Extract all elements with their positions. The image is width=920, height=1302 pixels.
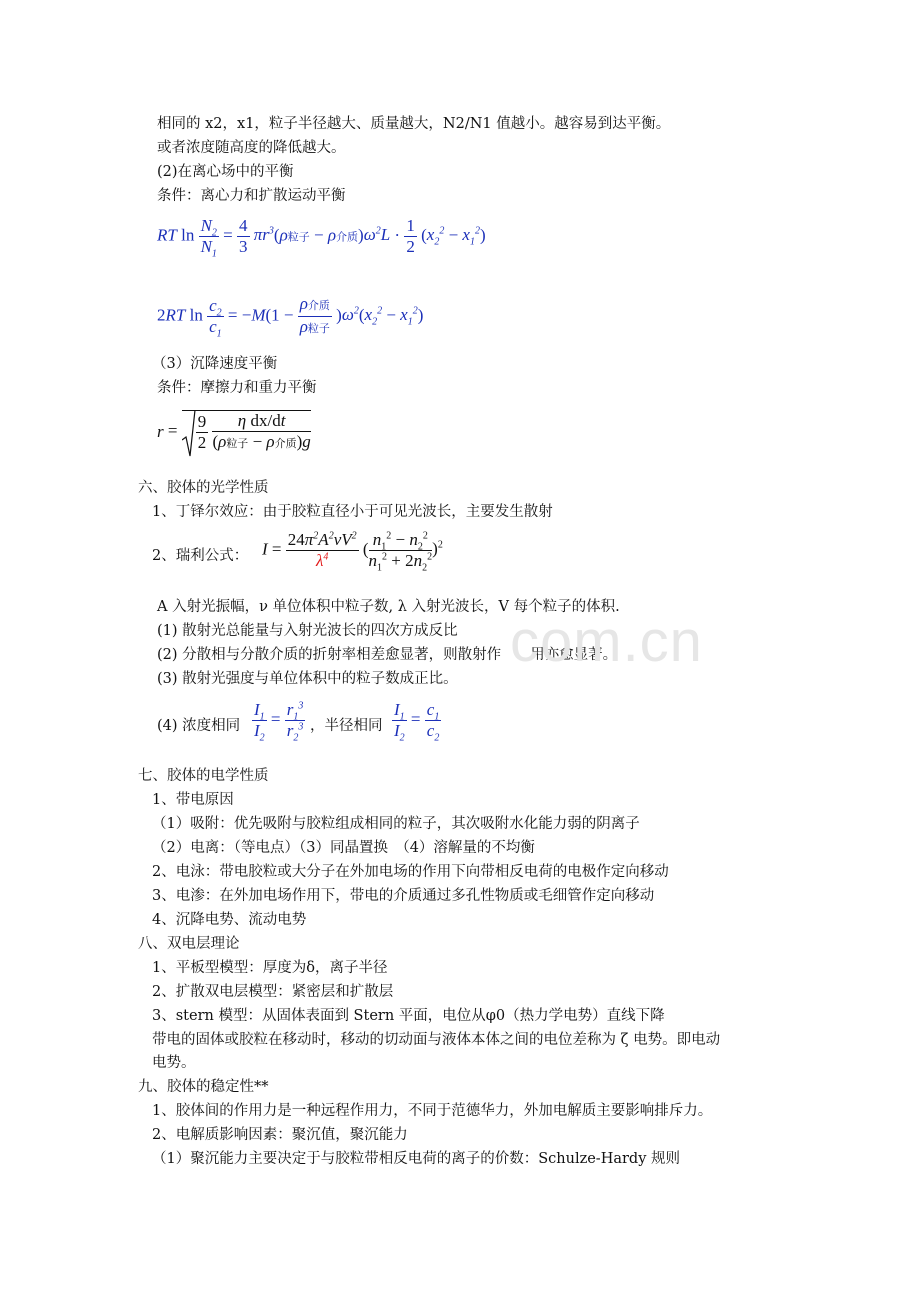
text-line: （1）吸附：优先吸附与胶粒组成相同的粒子，其次吸附水化能力弱的阴离子	[152, 816, 640, 832]
formula-ratio-radius: $\frac{I_1}{I_2}$ = $\frac{r_1^3}{r_2^3}$	[254, 700, 304, 744]
formula-sedimentation: r = $\frac{9}{2}$ $\frac{\text{η dx/dt}}{\text{(ρ粒子 − ρ介质)g}}$	[157, 410, 311, 454]
text-line: 2、电解质影响因素：聚沉值，聚沉能力	[152, 1127, 408, 1143]
text-line: 或者浓度随高度的降低越大。	[157, 140, 346, 156]
list-item: (3) 散射光强度与单位体积中的粒子数成正比。	[157, 671, 458, 687]
sqrt-icon	[182, 410, 196, 458]
text-line: 1、平板型模型：厚度为δ，离子半径	[152, 960, 388, 976]
text-line: 1、胶体间的作用力是一种远程作用力，不同于范德华力，外加电解质主要影响排斥力。	[152, 1103, 713, 1119]
text-line: A 入射光振幅，ν 单位体积中粒子数, λ 入射光波长，V 每个粒子的体积.	[157, 599, 620, 615]
section-heading: 八、双电层理论	[138, 936, 240, 952]
text-line: （2）电离：（等电点）（3）同晶置换 （4）溶解量的不均衡	[152, 840, 535, 856]
text-line: 2、瑞利公式：	[152, 548, 249, 564]
text-line: 2、电泳：带电胶粒或大分子在外加电场的作用下向带相反电荷的电极作定向移动	[152, 864, 669, 880]
text-line: 4、沉降电势、流动电势	[152, 912, 307, 928]
formula-centrifugal-2: 2RT ln $\frac{c_2}{c_1}$ = −M(1 − $\frac{\text{ρ介质}}{\text{ρ粒子}}$ )$\omega^2(x_2^2 - x_1^2)$	[157, 294, 424, 340]
text-line: 带电的固体或胶粒在移动时，移动的切动面与液体本体之间的电位差称为 ζ 电势。即电动	[152, 1032, 721, 1048]
section-heading: 七、胶体的电学性质	[138, 768, 269, 784]
list-item: (1) 散射光总能量与入射光波长的四次方成反比	[157, 623, 458, 639]
text-line: 1、带电原因	[152, 792, 234, 808]
formula-rayleigh: I = $\frac{24\pi^2A^2\nu V^2}{\lambda^4}$ ( $\frac{n_1^2 - n_2^2}{n_1^2 + 2n_2^2}$ )$^2$	[262, 530, 443, 574]
text-line: 条件：离心力和扩散运动平衡	[157, 188, 346, 204]
text-line: 3、电渗：在外加电场作用下，带电的介质通过多孔性物质或毛细管作定向移动	[152, 888, 655, 904]
list-item: (2) 分散相与分散介质的折射率相差愈显著，则散射作 用亦愈显著。	[157, 647, 618, 663]
text-line: 1、丁铎尔效应：由于胶粒直径小于可见光波长，主要发生散射	[152, 504, 553, 520]
text-line: 电势。	[152, 1055, 196, 1071]
text-line: (2)在离心场中的平衡	[157, 164, 294, 180]
text-line: （3）沉降速度平衡	[152, 356, 278, 372]
list-item: ，半径相同	[310, 718, 383, 734]
text-line: （1）聚沉能力主要决定于与胶粒带相反电荷的离子的价数：Schulze-Hardy 规则	[152, 1151, 681, 1167]
text-line: 2、扩散双电层模型：紧密层和扩散层	[152, 984, 394, 1000]
formula-ratio-conc: $\frac{I_1}{I_2}$ = $\frac{c_1}{c_2}$	[394, 700, 440, 744]
formula-centrifugal-1: RT ln $\frac{N_2}{N_1}$ = $\frac{4}{3}$ $\pi r^3(\rho$粒子 − ρ介质)$\omega^2L$ · $\frac{1}{2}$ $(x_2^2 - x_1^2)$	[157, 216, 486, 260]
section-heading: 六、胶体的光学性质	[138, 480, 269, 496]
watermark: com.cn	[510, 609, 703, 674]
text-line: 3、stern 模型：从固体表面到 Stern 平面，电位从φ0（热力学电势）直线下降	[152, 1008, 665, 1024]
list-item: (4) 浓度相同	[157, 718, 241, 734]
text-line: 条件：摩擦力和重力平衡	[157, 380, 317, 396]
text-line: 相同的 x2，x1，粒子半径越大、质量越大，N2/N1 值越小。越容易到达平衡。	[157, 116, 671, 132]
section-heading: 九、胶体的稳定性**	[138, 1079, 269, 1095]
